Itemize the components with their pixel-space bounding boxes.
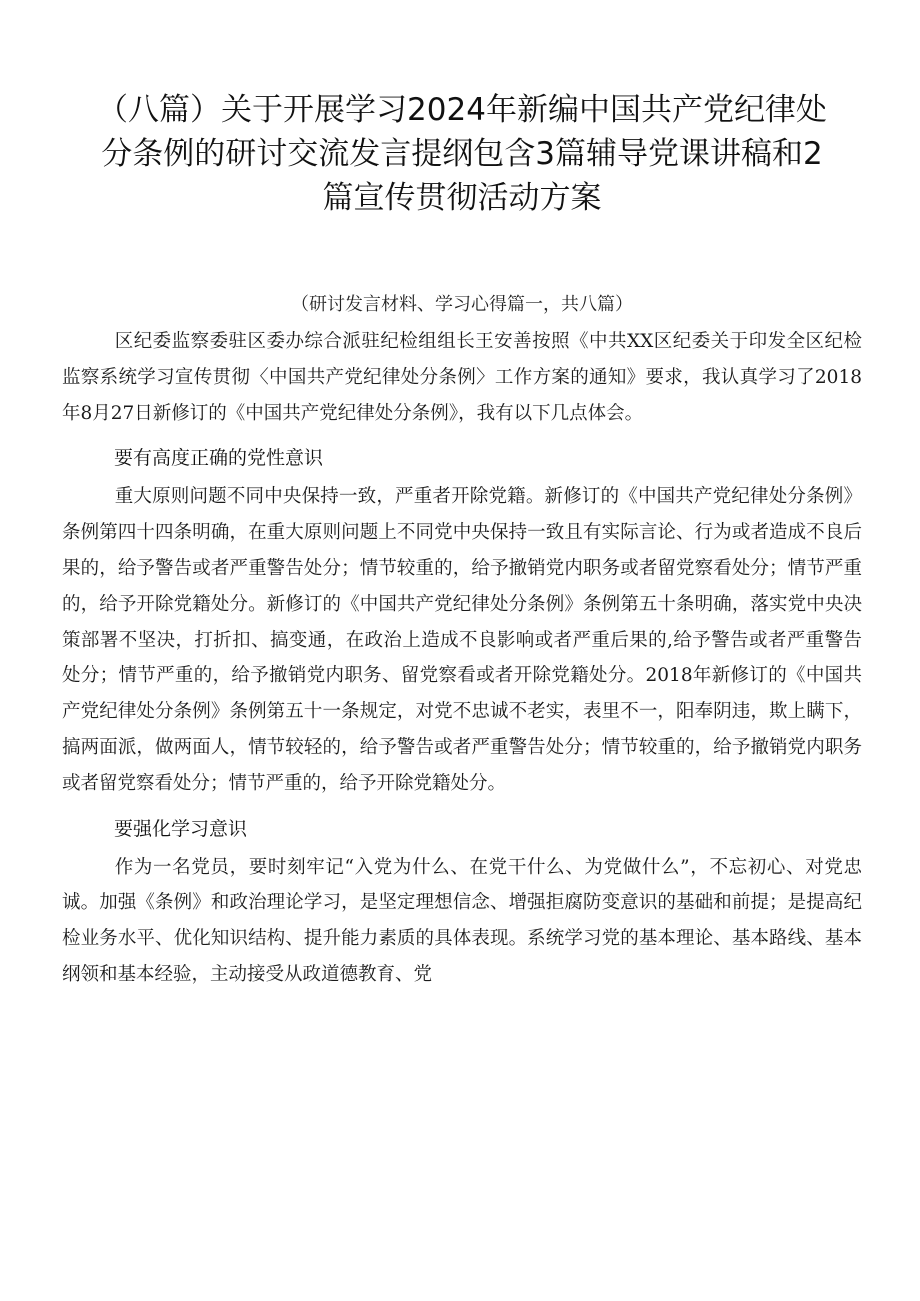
section-paragraph-study: 作为一名党员，要时刻牢记“入党为什么、在党干什么、为党做什么”，不忘初心、对党忠诚。加强《条例》和政治理论学习，是坚定理想信念、增强拒腐防变意识的基础和前提；是提高纪检业务水平、优化知识结构、提升能力素质的具体表现。系统学习党的基本理论、基本路线、基本纲领和基本经验，主动接受从政道德教育、党 (62, 856, 862, 985)
section-heading-study: 要强化学习意识 (114, 817, 248, 840)
section-paragraph-party-spirit: 重大原则问题不同中央保持一致，严重者开除党籍。新修订的《中国共产党纪律处分条例》条例第四十四条明确，在重大原则问题上不同党中央保持一致且有实际言论、行为或者造成不良后果的，给予警告或者严重警告处分；情节较重的，给予撤销党内职务或者留党察看处分；情节严重的，给予开除党籍处分。新修订的《中国共产党纪律处分条例》条例第五十条明确，落实党中央决策部署不坚决，打折扣、搞变通，在政治上造成不良影响或者严重后果的,给予警告或者严重警告处分；情节严重的，给予撤销党内职务、留党察看或者开除党籍处分。2018年新修订的《中国共产党纪律处分条例》条例第五十一条规定，对党不忠诚不老实，表里不一，阳奉阴违，欺上瞒下，搞两面派，做两面人，情节较轻的，给予警告或者严重警告处分；情节较重的，给予撤销党内职务或者留党察看处分；情节严重的，给予开除党籍处分。 (62, 486, 862, 794)
intro-paragraph: 区纪委监察委驻区委办综合派驻纪检组组长王安善按照《中共XX区纪委关于印发全区纪检监察系统学习宣传贯彻〈中国共产党纪律处分条例〉工作方案的通知》要求，我认真学习了2018年8月27日新修订的《中国共产党纪律处分条例》，我有以下几点体会。 (62, 331, 862, 424)
title-line-1: （八篇）关于开展学习2024年新编中国共产党纪律处 (97, 92, 827, 128)
document-subtitle: （研讨发言材料、学习心得篇一，共八篇） (291, 294, 633, 315)
section-heading-party-spirit: 要有高度正确的党性意识 (114, 447, 324, 470)
title-line-3: 篇宣传贯彻活动方案 (322, 180, 602, 216)
document-title (77, 88, 847, 220)
title-line-2: 分条例的研讨交流发言提纲包含3篇辅导党课讲稿和2 (101, 136, 823, 172)
